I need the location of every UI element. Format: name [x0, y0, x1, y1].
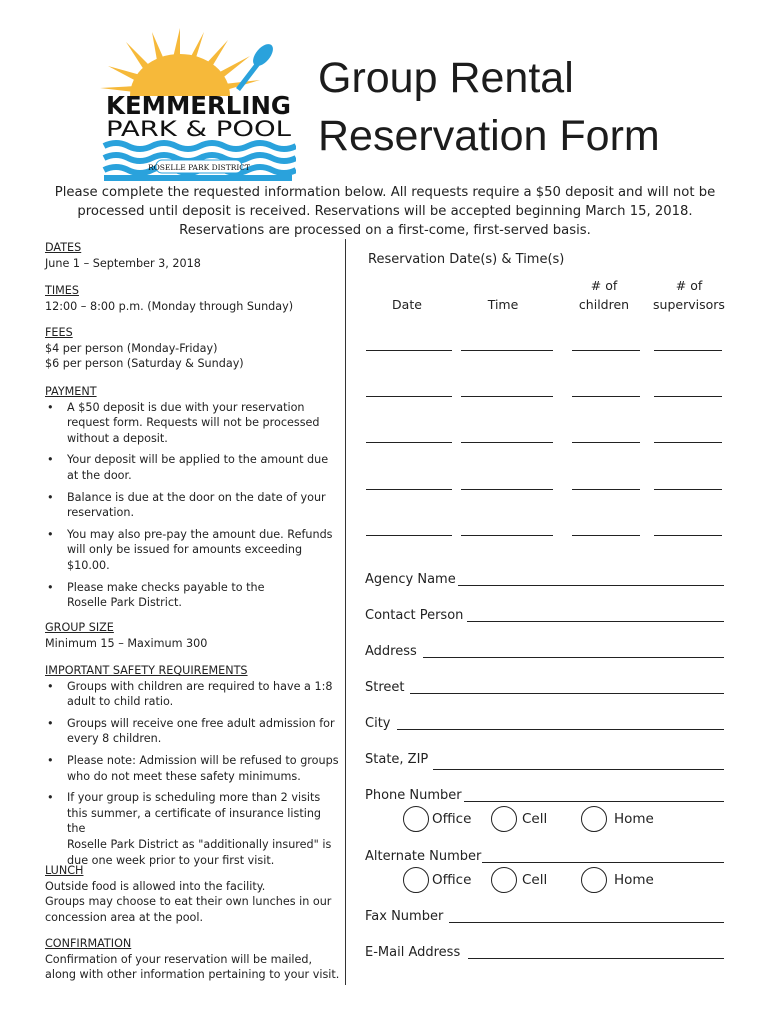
col-time: Time	[487, 297, 519, 312]
lunch-line: Outside food is allowed into the facility.	[45, 879, 266, 893]
address-field[interactable]	[423, 657, 724, 658]
payment-bullet	[45, 400, 340, 447]
time-blank[interactable]	[461, 489, 553, 490]
logo-line3: ROSELLE PARK DISTRICT	[147, 163, 251, 172]
payment-bullet	[45, 452, 340, 483]
lunch-section	[45, 863, 340, 925]
confirmation-line: along with other information pertaining to your visit.	[45, 968, 340, 982]
times-section	[45, 283, 340, 314]
fax-number-field[interactable]	[449, 922, 724, 923]
bullet-line: $10.00.	[67, 558, 110, 572]
bullet-line: who do not meet these safety minimums.	[67, 769, 301, 783]
alt-office-label: Office	[432, 872, 472, 888]
paddle-icon	[236, 41, 277, 91]
dates-text: June 1 – September 3, 2018	[45, 256, 201, 270]
email-field[interactable]	[468, 958, 724, 959]
dates-heading: DATES	[45, 241, 82, 254]
children-blank[interactable]	[572, 350, 640, 351]
times-heading: TIMES	[45, 284, 79, 297]
bullet-line: • Balance is due at the door on the date of your	[67, 490, 326, 504]
payment-bullet	[45, 490, 340, 521]
form-title-line2: Reservation Form	[318, 112, 660, 160]
alt-office-radio[interactable]	[403, 867, 429, 893]
lunch-line: Groups may choose to eat their own lunches in our	[45, 895, 332, 909]
bullet-line: due one week prior to your first visit.	[67, 853, 275, 867]
phone-home-radio[interactable]	[581, 806, 607, 832]
bullet-line: • You may also pre-pay the amount due. Refunds	[67, 527, 333, 541]
group-size-section	[45, 620, 340, 651]
bullet-line: this summer, a certificate of insurance listing the	[67, 806, 322, 836]
bullet-line: • If your group is scheduling more than 2 visits	[67, 791, 321, 805]
children-blank[interactable]	[572, 535, 640, 536]
intro-line: processed until deposit is received. Reservations will be accepted beginning March 15, 2018.	[77, 204, 693, 219]
col-date: Date	[392, 297, 422, 312]
bullet-line: • Please make checks payable to the	[67, 580, 265, 594]
bullet-line: every 8 children.	[67, 732, 162, 746]
date-blank[interactable]	[366, 442, 452, 443]
safety-bullet	[45, 679, 340, 710]
kemmerling-logo	[100, 28, 296, 183]
address-label: Address	[365, 644, 417, 659]
alt-home-radio[interactable]	[581, 867, 607, 893]
street-field[interactable]	[410, 693, 724, 694]
contact-person-label: Contact Person	[365, 608, 464, 623]
date-blank[interactable]	[366, 535, 452, 536]
col-children	[566, 276, 642, 314]
intro-text	[20, 183, 750, 240]
email-label: E-Mail Address	[365, 945, 461, 960]
fees-line: $4 per person (Monday-Friday)	[45, 341, 218, 355]
children-blank[interactable]	[572, 489, 640, 490]
contact-person-field[interactable]	[467, 621, 724, 622]
safety-heading: IMPORTANT SAFETY REQUIREMENTS	[45, 664, 248, 677]
col-supervisors-l2: supervisors	[653, 297, 725, 312]
payment-bullet	[45, 580, 340, 611]
payment-section	[45, 384, 340, 611]
lunch-heading: LUNCH	[45, 864, 84, 877]
confirmation-line: Confirmation of your reservation will be mailed,	[45, 952, 313, 966]
alt-cell-radio[interactable]	[491, 867, 517, 893]
supervisors-blank[interactable]	[654, 489, 722, 490]
phone-office-radio[interactable]	[403, 806, 429, 832]
phone-number-field[interactable]	[464, 801, 724, 802]
supervisors-blank[interactable]	[654, 535, 722, 536]
intro-line: Please complete the requested information below. All requests require a $50 deposit and will not be	[54, 185, 716, 200]
state-zip-field[interactable]	[433, 769, 724, 770]
agency-name-label: Agency Name	[365, 572, 456, 587]
confirmation-heading: CONFIRMATION	[45, 937, 132, 950]
bullet-line: • A $50 deposit is due with your reservation	[67, 400, 305, 414]
time-blank[interactable]	[461, 535, 553, 536]
bullet-line: will only be issued for amounts exceeding	[67, 543, 303, 557]
safety-bullet	[45, 716, 340, 747]
intro-line: Reservations are processed on a first-come, first-served basis.	[179, 223, 591, 238]
fees-heading: FEES	[45, 326, 73, 339]
state-zip-label: State, ZIP	[365, 752, 429, 767]
bullet-line: reservation.	[67, 506, 135, 520]
bullet-line: • Groups with children are required to have a 1:8	[67, 679, 333, 693]
alt-cell-label: Cell	[522, 872, 548, 888]
bullet-line: request form. Requests will not be processed	[67, 416, 320, 430]
dates-section	[45, 240, 340, 271]
payment-heading: PAYMENT	[45, 385, 97, 398]
bullet-line: Roselle Park District.	[67, 596, 182, 610]
times-text: 12:00 – 8:00 p.m. (Monday through Sunday)	[45, 299, 294, 313]
street-label: Street	[365, 680, 405, 695]
time-blank[interactable]	[461, 350, 553, 351]
phone-home-label: Home	[614, 811, 654, 827]
supervisors-blank[interactable]	[654, 350, 722, 351]
logo-line2: PARK & POOL	[106, 117, 292, 141]
phone-cell-radio[interactable]	[491, 806, 517, 832]
bullet-line: Roselle Park District as "additionally insured" is	[67, 837, 332, 851]
supervisors-blank[interactable]	[654, 396, 722, 397]
lunch-line: concession area at the pool.	[45, 910, 204, 924]
col-supervisors-l1: # of	[675, 278, 703, 293]
alt-home-label: Home	[614, 872, 654, 888]
date-blank[interactable]	[366, 489, 452, 490]
safety-section	[45, 663, 340, 868]
alternate-number-field[interactable]	[482, 862, 724, 863]
phone-cell-label: Cell	[522, 811, 548, 827]
bullet-line: • Your deposit will be applied to the amount due	[67, 453, 329, 467]
bullet-line: without a deposit.	[67, 431, 168, 445]
fees-section	[45, 325, 340, 372]
bullet-line: • Groups will receive one free adult admission for	[67, 716, 335, 730]
bullet-line: • Please note: Admission will be refused to groups	[67, 753, 339, 767]
alternate-number-label: Alternate Number	[365, 849, 482, 864]
agency-name-field[interactable]	[458, 585, 724, 586]
confirmation-section	[45, 936, 340, 983]
bullet-line: adult to child ratio.	[67, 695, 174, 709]
form-title-line1: Group Rental	[318, 54, 574, 102]
column-divider	[345, 239, 346, 985]
time-blank[interactable]	[461, 442, 553, 443]
children-blank[interactable]	[572, 396, 640, 397]
group-size-text: Minimum 15 – Maximum 300	[45, 636, 208, 650]
col-supervisors	[650, 276, 728, 314]
col-children-l1: # of	[590, 278, 618, 293]
time-blank[interactable]	[461, 396, 553, 397]
date-blank[interactable]	[366, 396, 452, 397]
payment-bullet	[45, 527, 340, 574]
fees-line: $6 per person (Saturday & Sunday)	[45, 357, 244, 371]
city-field[interactable]	[397, 729, 724, 730]
col-children-l2: children	[578, 297, 630, 312]
date-blank[interactable]	[366, 350, 452, 351]
logo-line1: KEMMERLING	[106, 91, 291, 120]
reservation-heading: Reservation Date(s) & Time(s)	[368, 252, 565, 267]
group-size-heading: GROUP SIZE	[45, 621, 114, 634]
city-label: City	[365, 716, 391, 731]
supervisors-blank[interactable]	[654, 442, 722, 443]
phone-office-label: Office	[432, 811, 472, 827]
fax-number-label: Fax Number	[365, 909, 444, 924]
bullet-line: at the door.	[67, 468, 132, 482]
safety-bullet	[45, 753, 340, 784]
safety-bullet	[45, 790, 340, 868]
children-blank[interactable]	[572, 442, 640, 443]
phone-number-label: Phone Number	[365, 788, 462, 803]
